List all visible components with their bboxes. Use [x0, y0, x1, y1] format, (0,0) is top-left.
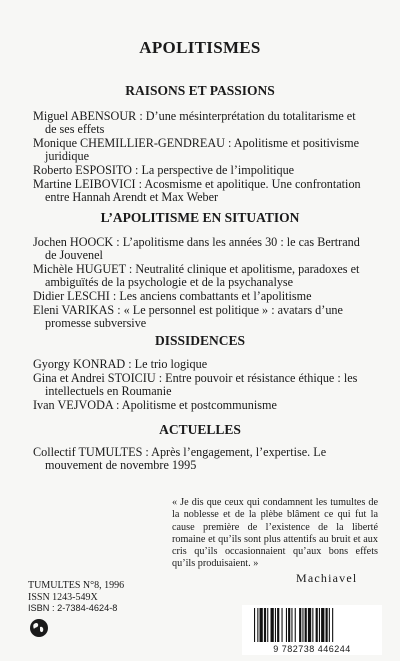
section-heading-actuelles: ACTUELLES [159, 422, 241, 437]
toc-entry [33, 358, 373, 371]
toc-entry-line: Monique CHEMILLIER-GENDREAU : Apolitisme et positivisme [33, 136, 359, 150]
toc-entry [33, 164, 373, 177]
barcode-bar [264, 608, 266, 642]
isbn: ISBN : 2-7384-4624-8 [28, 603, 118, 613]
toc-entry-line: Martine LEIBOVICI : Acosmisme et apolitique. Une confrontation [33, 177, 361, 191]
toc-entry [33, 399, 373, 412]
barcode-bar [319, 608, 320, 642]
section-heading-raisons-et-passions: RAISONS ET PASSIONS [125, 83, 275, 98]
toc-entry [33, 137, 373, 163]
quote-author: Machiavel [296, 571, 358, 585]
issn: ISSN 1243-549X [28, 591, 98, 603]
issue-number: TUMULTES N°8, 1996 [28, 580, 125, 591]
barcode-bar [257, 608, 258, 642]
barcode-bar [302, 608, 303, 642]
toc-entry-continuation: promesse subversive [45, 316, 147, 330]
barcode-bar [271, 608, 274, 642]
section-entries-3 [33, 358, 373, 413]
barcode-bar [288, 608, 290, 642]
section-entries-2 [33, 236, 373, 331]
barcode-bar [308, 608, 311, 642]
toc-entry-line: Roberto ESPOSITO : La perspective de l’impolitique [33, 163, 295, 177]
barcode-bar [267, 608, 268, 642]
barcode-bar [254, 608, 255, 642]
toc-entry-line: Michèle HUGUET : Neutralité clinique et apolitisme, paradoxes et [33, 262, 360, 276]
toc-entry [33, 110, 373, 136]
barcode-bar [282, 608, 283, 642]
toc-entry-line: Eleni VARIKAS : « Le personnel est politique » : avatars d’une [33, 303, 343, 317]
toc-entry-line: Ivan VEJVODA : Apolitisme et postcommunisme [33, 398, 277, 412]
main-title: APOLITISMES [139, 38, 261, 57]
toc-entry [33, 304, 373, 330]
section-heading-dissidences: DISSIDENCES [154, 333, 246, 348]
barcode-bar [295, 608, 296, 642]
toc-entry [33, 178, 373, 204]
section-entries-4 [33, 446, 373, 473]
barcode-bar [286, 608, 287, 642]
toc-entry [33, 290, 373, 303]
toc-entry-line: Gina et Andrei STOICIU : Entre pouvoir et résistance éthique : les [33, 371, 358, 385]
section-entries-1 [33, 110, 373, 205]
toc-entry-line: Didier LESCHI : Les anciens combattants et l’apolitisme [33, 289, 312, 303]
barcode-bar [277, 608, 279, 642]
issue-info [28, 580, 124, 615]
epigraph-quote: « Je dis que ceux qui condamnent les tumultes de la noblesse et de la plèbe blâment ce qui fut la cause première de l’existence de la liberté romaine et qu’ils sont plus attentifs au bruit et aux cris qu’ils occasionnaient qu’aux bons effets qu’ils produisaient. » [172, 497, 378, 570]
barcode-bar [305, 608, 307, 642]
toc-entry-continuation: de Jouvenel [45, 248, 103, 262]
barcode-bar [332, 608, 333, 642]
toc-entry-continuation: intellectuels en Roumanie [45, 384, 172, 398]
toc-entry-line: Jochen HOOCK : L’apolitisme dans les années 30 : le cas Bertrand [33, 235, 360, 249]
barcode-bar [316, 608, 318, 642]
barcode-bar [299, 608, 301, 642]
section-heading-apolitisme-en-situation: L’APOLITISME EN SITUATION [100, 210, 300, 225]
barcode-bar [312, 608, 313, 642]
barcode-bar [321, 608, 324, 642]
barcode [242, 605, 382, 655]
toc-entry-continuation: mouvement de novembre 1995 [45, 458, 197, 472]
barcode-bar [329, 608, 330, 642]
toc-entry-line: Gyorgy KONRAD : Le trio logique [33, 357, 208, 371]
toc-entry-continuation: juridique [45, 149, 90, 163]
barcode-bar [326, 608, 328, 642]
toc-entry [33, 446, 373, 472]
toc-entry-continuation: de ses effets [45, 122, 105, 136]
barcode-bar [275, 608, 276, 642]
publisher-globe-logo [29, 618, 49, 638]
toc-entry-continuation: ambiguïtés de la psychologie et de la psychanalyse [45, 275, 294, 289]
toc-entry [33, 236, 373, 262]
barcode-bar [260, 608, 263, 642]
barcode-number: 9 782738 446244 [273, 644, 351, 654]
barcode-bar [291, 608, 292, 642]
toc-entry-continuation: entre Hannah Arendt et Max Weber [45, 190, 219, 204]
toc-entry [33, 263, 373, 289]
toc-entry-line: Miguel ABENSOUR : D’une mésinterprétation du totalitarisme et [33, 109, 356, 123]
toc-entry-line: Collectif TUMULTES : Après l’engagement, l’expertise. Le [33, 445, 327, 459]
barcode-bars [242, 605, 382, 645]
toc-entry [33, 372, 373, 398]
